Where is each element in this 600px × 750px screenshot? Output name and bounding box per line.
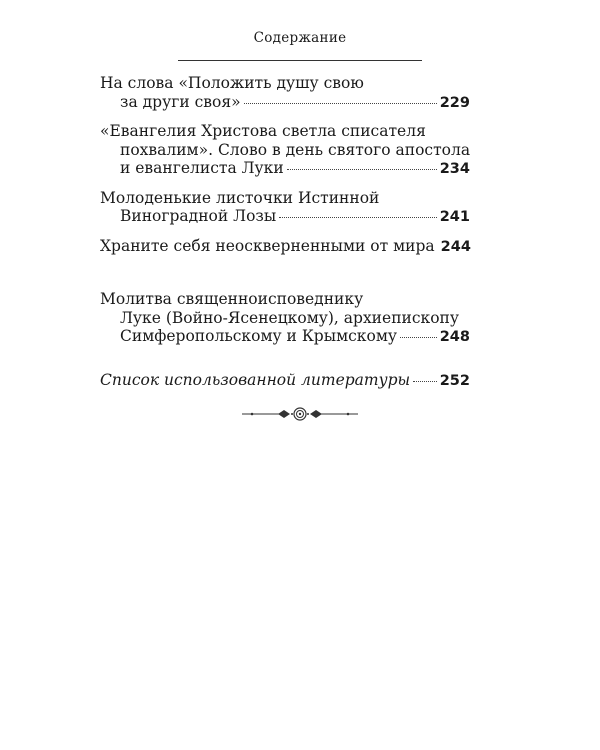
toc-entry[interactable] [100, 122, 470, 179]
toc-entry[interactable] [100, 74, 470, 112]
dot-leader [279, 217, 437, 218]
toc-entry-text: Молитва священноисповеднику [100, 290, 364, 308]
toc-page-number: 229 [439, 94, 470, 111]
toc-entry-text: Храните себя неоскверненными от мира [100, 236, 435, 255]
toc-entry-text: и евангелиста Луки [120, 159, 284, 177]
dot-leader [287, 169, 437, 170]
decorative-ornament-icon [240, 406, 360, 422]
toc-entry[interactable] [100, 237, 470, 257]
page-title: Содержание [253, 30, 347, 46]
toc-entry-text: Список использованной литературы [100, 370, 411, 389]
table-of-contents [100, 74, 470, 390]
toc-page-number: 252 [439, 372, 470, 389]
toc-entry[interactable] [100, 290, 470, 347]
toc-entry-text: На слова «Положить душу свою [100, 74, 364, 92]
dot-leader [413, 381, 437, 382]
toc-page-number: 241 [439, 209, 470, 225]
title-underline [178, 60, 422, 61]
toc-entry-text: Молоденькие листочки Истинной [100, 188, 380, 207]
toc-entry-text: похвалим». Слово в день святого апостола [120, 140, 471, 159]
toc-page-number: 234 [439, 161, 470, 177]
dot-leader [400, 337, 437, 338]
toc-entry-text: «Евангелия Христова светла списателя [100, 122, 426, 140]
toc-page-number: 248 [439, 329, 470, 345]
toc-entry[interactable] [100, 189, 470, 227]
toc-page-number: 244 [440, 238, 471, 255]
toc-entry[interactable] [100, 371, 470, 391]
toc-entry-text: Луке (Войно-Ясенецкому), архиепископу [120, 308, 460, 327]
toc-entry-text: Симферопольскому и Крымскому [120, 327, 398, 345]
toc-entry-text: за други своя» [120, 92, 241, 111]
dot-leader [244, 103, 437, 104]
toc-entry-text: Виноградной Лозы [120, 207, 277, 225]
